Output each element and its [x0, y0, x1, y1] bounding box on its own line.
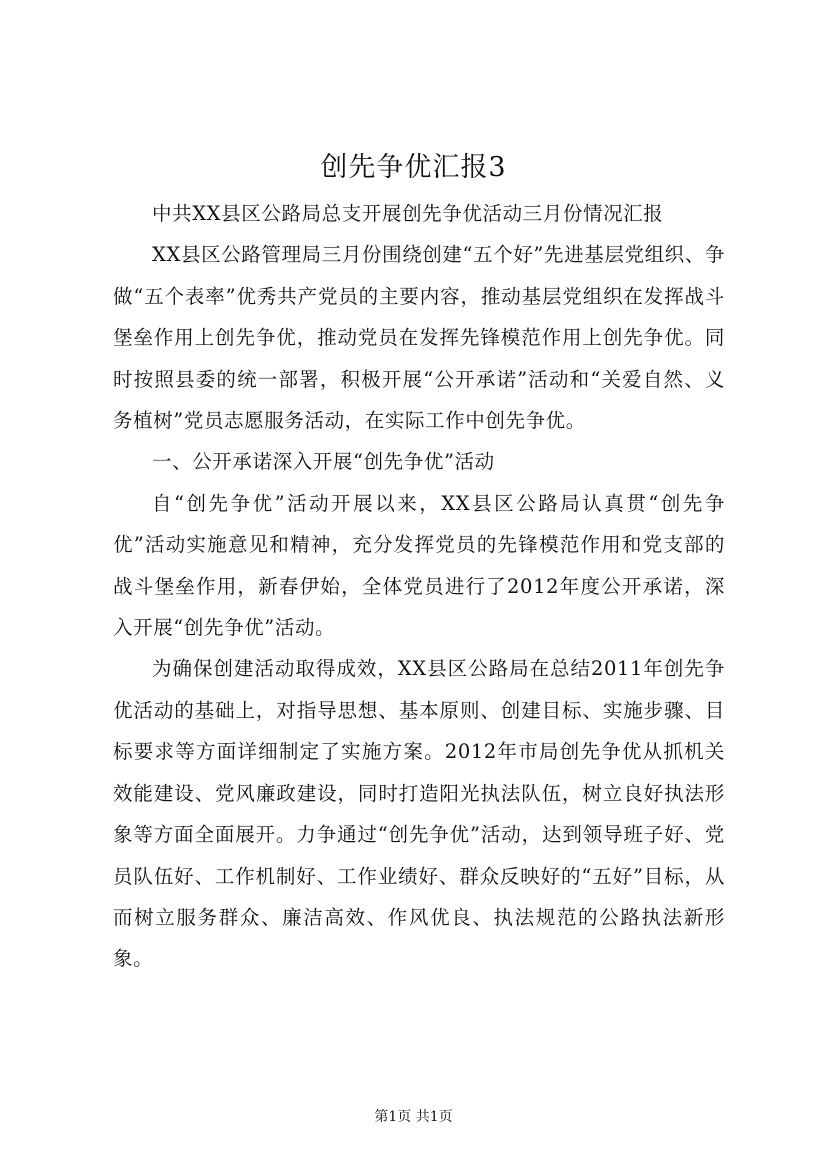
document-title: 创先争优汇报3 — [320, 152, 507, 183]
paragraph-subtitle: 中共XX县区公路局总支开展创先争优活动三月份情况汇报 — [152, 202, 664, 225]
section-heading-1: 一、公开承诺深入开展“创先争优”活动 — [152, 450, 495, 474]
page-footer: 第1页 共1页 — [374, 1109, 453, 1125]
paragraph-intro: XX县区公路管理局三月份围绕创建“五个好”先进基层党组织、争做“五个表率”优秀共产党员的主要内容，推动基层党组织在发挥战斗堡垒作用上创先争优，推动党员在发挥先锋模范作用上创先争优。同时按照县委的统一部署，积极开展“公开承诺”活动和“关爱自然、义务植树”党员志愿服务活动，在实际工作中创先争优。 — [113, 243, 725, 433]
paragraph-commitment: 自“创先争优”活动开展以来，XX县区公路局认真贯“创先争优”活动实施意见和精神，充分发挥党员的先锋模范作用和党支部的战斗堡垒作用，新春伊始，全体党员进行了2012年度公开承诺，深入开展“创先争优”活动。 — [113, 491, 725, 640]
paragraph-plan: 为确保创建活动取得成效，XX县区公路局在总结2011年创先争优活动的基础上，对指导思想、基本原则、创建目标、实施步骤、目标要求等方面详细制定了实施方案。2012年市局创先争优从抓机关效能建设、党风廉政建设，同时打造阳光执法队伍，树立良好执法形象等方面全面展开。力争通过“创先争优”活动，达到领导班子好、党员队伍好、工作机制好、工作业绩好、群众反映好的“五好”目标，从而树立服务群众、廉洁高效、作风优良、执法规范的公路执法新形象。 — [113, 657, 725, 971]
document-body — [113, 193, 725, 980]
